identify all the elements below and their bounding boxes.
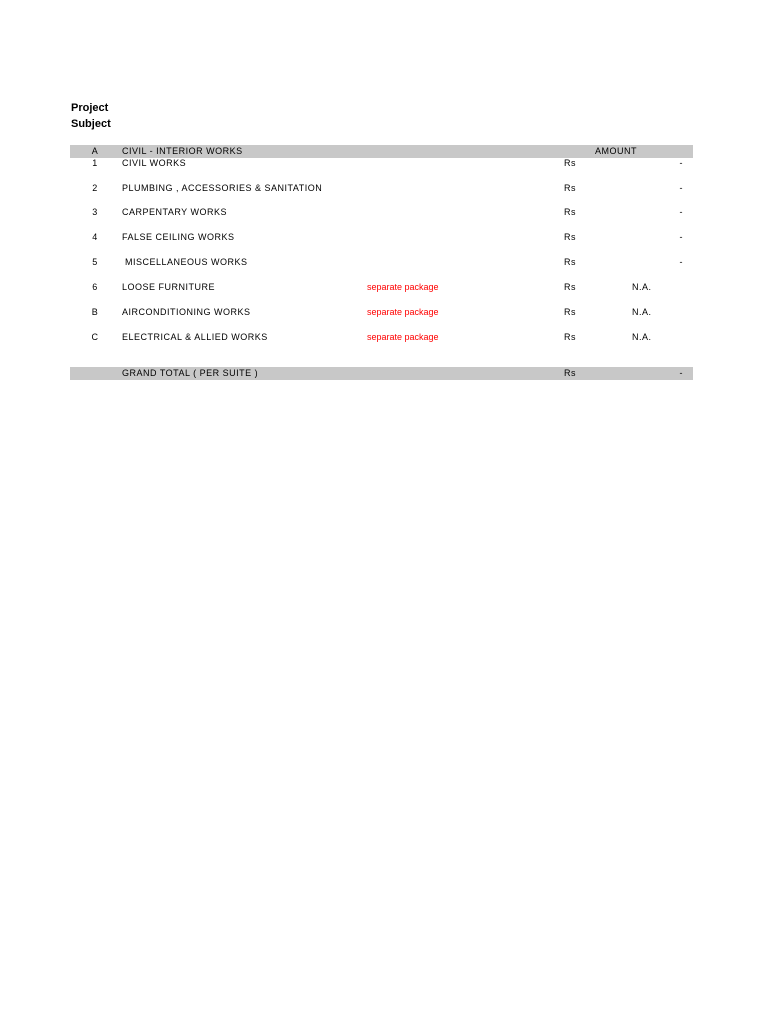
item-code: 1 [92,158,98,168]
table-row [70,281,693,294]
section-title: CIVIL - INTERIOR WORKS [122,146,243,156]
item-amount: - [679,183,683,193]
currency-label: Rs [564,183,576,193]
item-code: 3 [92,207,98,217]
item-code: B [91,307,99,317]
grand-total-amount: - [679,368,683,378]
table-row [70,306,693,319]
currency-label: Rs [564,282,576,292]
currency-label: Rs [564,307,576,317]
grand-total-row [70,367,693,380]
item-code: 5 [92,257,98,267]
item-description: CARPENTARY WORKS [122,207,228,217]
item-description: AIRCONDITIONING WORKS [122,307,251,317]
item-description: PLUMBING , ACCESSORIES & SANITATION [122,183,323,193]
item-amount: - [679,158,683,168]
not-applicable-value: N.A. [632,332,652,342]
table-row [70,182,693,195]
item-code: C [91,332,99,342]
subject-label: Subject [71,118,111,130]
item-code: 2 [92,183,98,193]
item-description: ELECTRICAL & ALLIED WORKS [122,332,268,342]
separate-package-note: separate package [367,332,439,342]
section-code: A [91,146,99,156]
currency-label: Rs [564,207,576,217]
amount-column-header: AMOUNT [595,146,637,156]
item-amount: - [679,257,683,267]
item-amount: - [679,232,683,242]
table-row [70,331,693,344]
currency-label: Rs [564,158,576,168]
table-row [70,157,693,170]
table-row [70,231,693,244]
currency-label: Rs [564,368,576,378]
currency-label: Rs [564,232,576,242]
separate-package-note: separate package [367,282,439,292]
currency-label: Rs [564,332,576,342]
separate-package-note: separate package [367,307,439,317]
not-applicable-value: N.A. [632,282,652,292]
item-description: CIVIL WORKS [122,158,187,168]
item-description: FALSE CEILING WORKS [122,232,235,242]
item-amount: - [679,207,683,217]
item-code: 6 [92,282,98,292]
table-row [70,256,693,269]
project-label: Project [71,102,109,114]
currency-label: Rs [564,257,576,267]
item-code: 4 [92,232,98,242]
item-description: MISCELLANEOUS WORKS [122,257,248,267]
grand-total-label: GRAND TOTAL ( PER SUITE ) [122,368,259,378]
not-applicable-value: N.A. [632,307,652,317]
table-row [70,206,693,219]
item-description: LOOSE FURNITURE [122,282,216,292]
